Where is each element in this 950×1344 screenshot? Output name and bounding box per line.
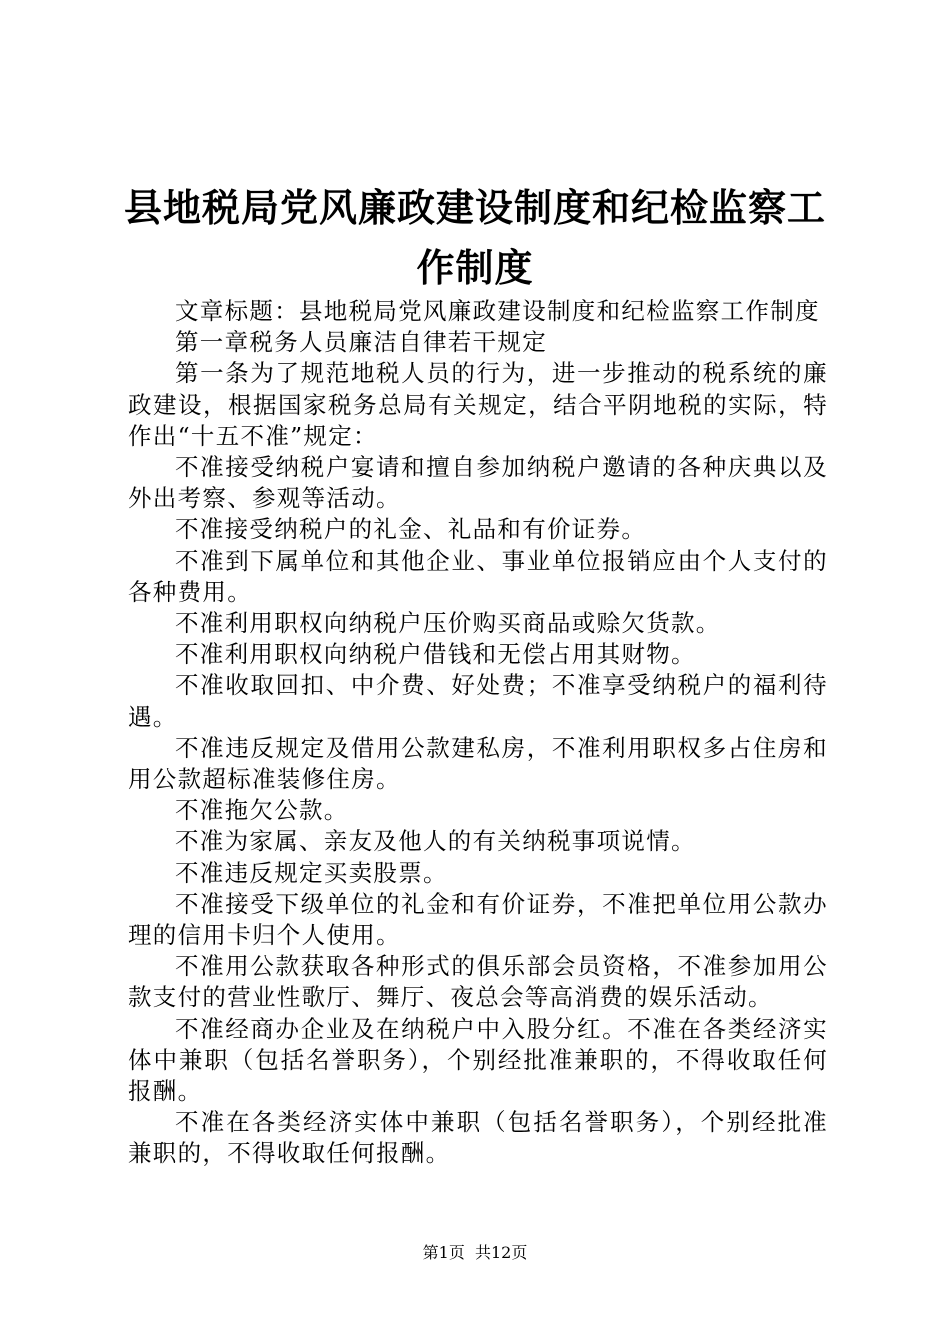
paragraph: 不准违反规定买卖股票。 bbox=[175, 858, 448, 887]
paragraph: 不准利用职权向纳税户借钱和无偿占用其财物。 bbox=[175, 640, 696, 669]
paragraph: 不准收取回扣、中介费、好处费；不准享受纳税户的福利待遇。 bbox=[128, 671, 828, 731]
paragraph: 不准接受纳税户宴请和擅自参加纳税户邀请的各种庆典以及外出考察、参观等活动。 bbox=[128, 453, 828, 513]
paragraph: 不准用公款获取各种形式的俱乐部会员资格，不准参加用公款支付的营业性歌厅、舞厅、夜总会等高消费的娱乐活动。 bbox=[128, 952, 828, 1012]
paragraph: 不准到下属单位和其他企业、事业单位报销应由个人支付的各种费用。 bbox=[128, 546, 828, 606]
paragraph: 不准接受纳税户的礼金、礼品和有价证券。 bbox=[175, 515, 647, 544]
paragraph: 第一条为了规范地税人员的行为，进一步推动的税系统的廉政建设，根据国家税务总局有关规定，结合平阴地税的实际，特作出“十五不准”规定： bbox=[128, 359, 828, 450]
document-body bbox=[128, 296, 828, 1170]
paragraph: 不准利用职权向纳税户压价购买商品或赊欠货款。 bbox=[175, 609, 721, 638]
page-number: 第1页 共12页 bbox=[422, 1243, 528, 1262]
paragraph: 第一章税务人员廉洁自律若干规定 bbox=[175, 328, 547, 357]
paragraph: 不准在各类经济实体中兼职（包括名誉职务），个别经批准兼职的，不得收取任何报酬。 bbox=[128, 1108, 828, 1168]
paragraph: 文章标题：县地税局党风廉政建设制度和纪检监察工作制度 bbox=[175, 297, 820, 325]
document-title: 县地税局党风廉政建设制度和纪检监察工作制度 bbox=[123, 185, 826, 290]
page-footer bbox=[0, 1243, 950, 1263]
paragraph: 不准接受下级单位的礼金和有价证券，不准把单位用公款办理的信用卡归个人使用。 bbox=[128, 889, 828, 950]
paragraph: 不准经商办企业及在纳税户中入股分红。不准在各类经济实体中兼职（包括名誉职务），个别经批准兼职的，不得收取任何报酬。 bbox=[128, 1014, 828, 1106]
paragraph: 不准拖欠公款。 bbox=[175, 796, 349, 825]
paragraph: 不准为家属、亲友及他人的有关纳税事项说情。 bbox=[175, 827, 696, 856]
paragraph: 不准违反规定及借用公款建私房，不准利用职权多占住房和用公款超标准装修住房。 bbox=[128, 733, 828, 794]
